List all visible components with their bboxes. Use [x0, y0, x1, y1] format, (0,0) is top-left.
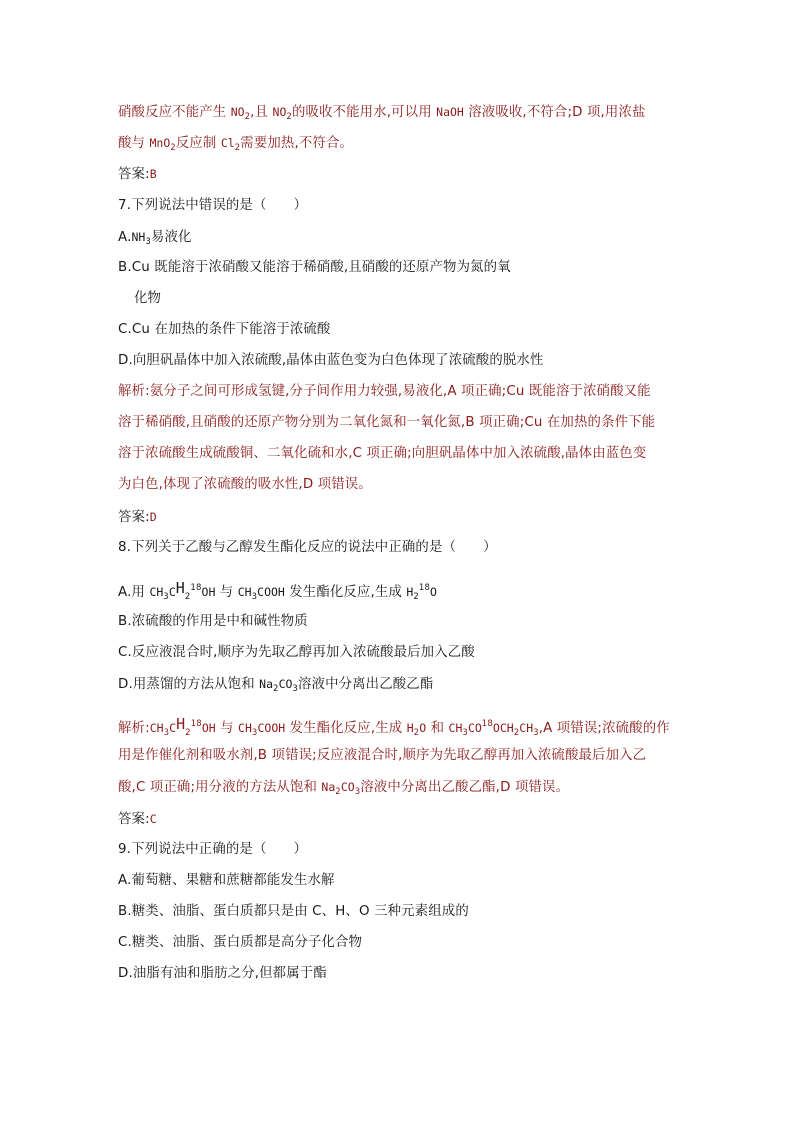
- q8-explanation-line-3: 酸,C 项正确;用分液的方法从饱和 $Na_2CO_3$溶液中分离出乙酸乙酯,D 项错误。: [118, 780, 570, 797]
- q6-answer: 答案:B: [118, 167, 157, 182]
- q7-option-c: C.Cu 在加热的条件下能溶于浓硫酸: [118, 322, 331, 337]
- q7-option-b-line-1: B.Cu 既能溶于浓硝酸又能溶于稀硝酸,且硝酸的还原产物为氮的氧: [118, 260, 511, 275]
- q9-stem: 9.下列说法中正确的是（ ）: [118, 842, 308, 857]
- q8-answer: 答案:C: [118, 812, 157, 827]
- q7-option-b-line-2: 化物: [134, 291, 162, 306]
- q7-explanation-line-4: 为白色,体现了浓硫酸的吸水性,D 项错误。: [118, 477, 372, 492]
- q7-explanation-line-2: 溶于稀硝酸,且硝酸的还原产物分别为二氧化氮和一氧化氮,B 项正确;Cu 在加热的条件下能: [118, 415, 656, 430]
- q7-option-a: $A.NH_3$易液化: [118, 230, 192, 247]
- q6-explanation-line-2: 酸与 MnO$_2$反应制 $Cl_2$需要加热,不符合。: [118, 136, 354, 153]
- q8-explanation-line-2: 用是作催化剂和吸水剂,B 项错误;反应液混合时,顺序为先取乙醇再加入浓硫酸最后加入乙: [118, 748, 647, 763]
- q7-stem: 7.下列说法中错误的是（ ）: [118, 198, 308, 213]
- q8-option-a: A.用 $CH_3CH_2^{18}OH$ 与 $CH_3COOH$ 发生酯化反应,生成 $H_2^{18}O$: [118, 579, 437, 602]
- q9-option-d: D.油脂有油和脂肪之分,但都属于酯: [118, 966, 327, 981]
- q8-option-b: B.浓硫酸的作用是中和碱性物质: [118, 614, 308, 629]
- q9-option-c: C.糖类、油脂、蛋白质都是高分子化合物: [118, 935, 363, 950]
- q7-explanation-line-1: 解析:氨分子之间可形成氢键,分子间作用力较强,易液化,A 项正确;Cu 既能溶于浓硝酸又能: [118, 384, 651, 399]
- q7-option-d: D.向胆矾晶体中加入浓硫酸,晶体由蓝色变为白色体现了浓硫酸的脱水性: [118, 353, 544, 368]
- q9-option-a: A.葡萄糖、果糖和蔗糖都能发生水解: [118, 873, 335, 888]
- q8-option-d: D.用蒸馏的方法从饱和 $Na_2CO_3$溶液中分离出乙酸乙酯: [118, 677, 434, 694]
- q8-option-c: C.反应液混合时,顺序为先取乙醇再加入浓硫酸最后加入乙酸: [118, 645, 475, 660]
- q8-explanation-line-1: 解析$:CH_3CH_2^{18}OH$ 与 $CH_3COOH$ 发生酯化反应,生成 $H_2O$ 和 $CH_3CO^{18}OCH_2CH_3,A$ 项错误;浓硫酸的作: [118, 715, 670, 738]
- q8-stem: 8.下列关于乙酸与乙醇发生酯化反应的说法中正确的是（ ）: [118, 540, 497, 555]
- q7-explanation-line-3: 溶于浓硫酸生成硫酸铜、二氧化硫和水,C 项正确;向胆矾晶体中加入浓硫酸,晶体由蓝色变: [118, 446, 647, 461]
- q9-option-b: B.糖类、油脂、蛋白质都只是由 C、H、O 三种元素组成的: [118, 904, 469, 919]
- q6-explanation-line-1: 硝酸反应不能产生 $NO_2$,且 $NO_2$的吸收不能用水,可以用 NaOH 溶液吸收,不符合;D 项,用浓盐: [118, 105, 646, 122]
- q7-answer: 答案:D: [118, 510, 157, 525]
